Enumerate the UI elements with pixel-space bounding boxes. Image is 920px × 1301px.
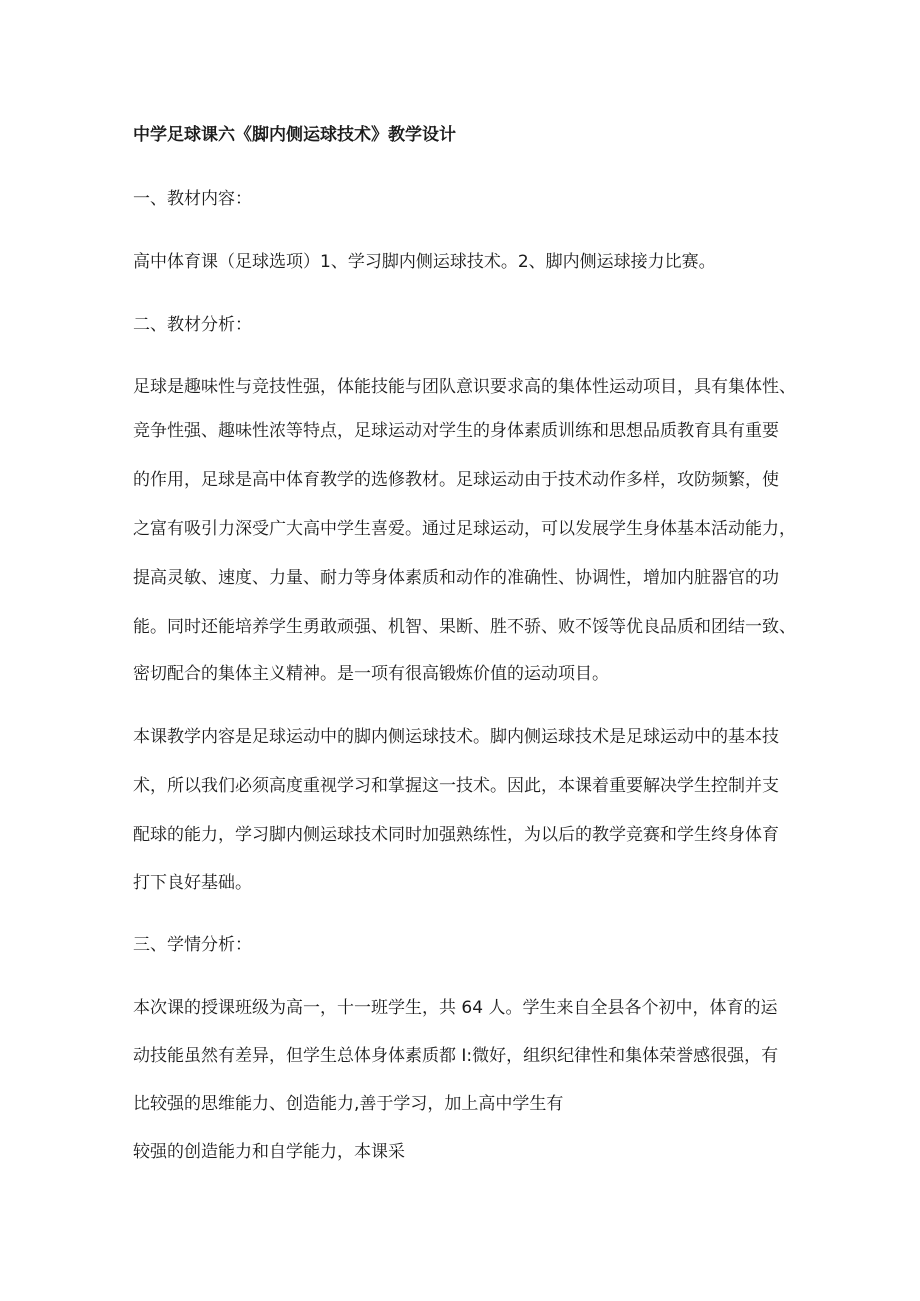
- section-3-paragraph-line: 动技能虽然有差异，但学生总体身体素质都 I:微好，组织纪律性和集体荣誉感很强，有: [133, 1046, 779, 1066]
- section-2-paragraph-1-line: 提高灵敏、速度、力量、耐力等身体素质和动作的准确性、协调性，增加内脏器官的功: [133, 568, 779, 588]
- section-2-paragraph-1-line: 竞争性强、趣味性浓等特点，足球运动对学生的身体素质训练和思想品质教育具有重要: [133, 421, 779, 441]
- section-3-paragraph-line: 比较强的思维能力、创造能力,善于学习，加上高中学生有: [133, 1094, 564, 1114]
- section-2-paragraph-1-line: 之富有吸引力深受广大高中学生喜爱。通过足球运动，可以发展学生身体基本活动能力，: [133, 519, 796, 539]
- section-2-paragraph-2-line: 打下良好基础。: [133, 873, 252, 893]
- section-2-paragraph-2-line: 术，所以我们必须高度重视学习和掌握这一技术。因此，本课着重要解决学生控制并支: [133, 776, 779, 796]
- document-title: 中学足球课六《脚内侧运球技术》教学设计: [133, 125, 456, 145]
- section-2-paragraph-1-line: 能。同时还能培养学生勇敢顽强、机智、果断、胜不骄、败不馁等优良品质和团结一致、: [133, 617, 796, 637]
- section-3-paragraph-line: 本次课的授课班级为高一，十一班学生，共 64 人。学生来自全县各个初中，体育的运: [133, 998, 778, 1018]
- section-1-text: 高中体育课（足球选项）1、学习脚内侧运球技术。2、脚内侧运球接力比赛。: [133, 252, 716, 272]
- section-2-paragraph-1-line: 密切配合的集体主义精神。是一项有很高锻炼价值的运动项目。: [133, 664, 609, 684]
- section-2-paragraph-1-line: 足球是趣味性与竞技性强，体能技能与团队意识要求高的集体性运动项目，具有集体性、: [133, 377, 796, 397]
- section-2-paragraph-2-line: 本课教学内容是足球运动中的脚内侧运球技术。脚内侧运球技术是足球运动中的基本技: [133, 727, 779, 747]
- section-2-paragraph-2-line: 配球的能力，学习脚内侧运球技术同时加强熟练性，为以后的教学竞赛和学生终身体育: [133, 825, 779, 845]
- section-3-heading: 三、学情分析：: [133, 935, 252, 955]
- section-1-heading: 一、教材内容：: [133, 189, 252, 209]
- section-2-paragraph-1-line: 的作用，足球是高中体育教学的选修教材。足球运动由于技术动作多样，攻防频繁，使: [133, 470, 779, 490]
- section-3-paragraph-line: 较强的创造能力和自学能力，本课采: [133, 1142, 405, 1162]
- section-2-heading: 二、教材分析：: [133, 315, 252, 335]
